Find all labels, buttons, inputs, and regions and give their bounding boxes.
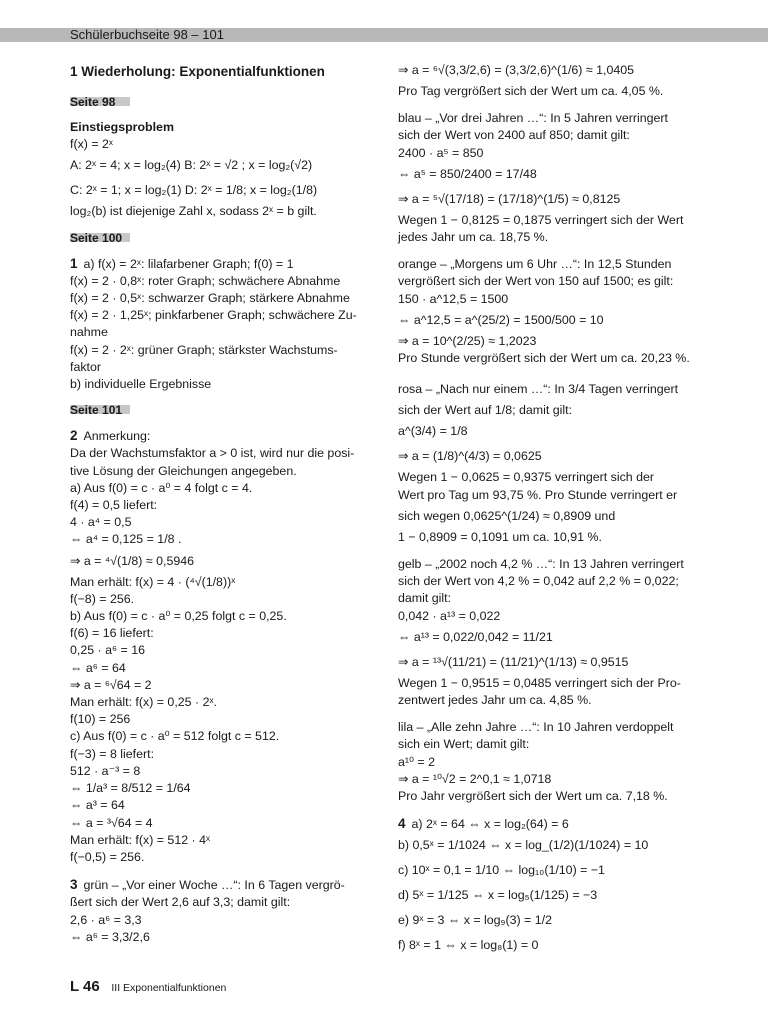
exercise-3-line [70, 876, 370, 894]
text-line: 4 · a⁴ = 0,5 [70, 515, 132, 530]
exercise-number: 3 [70, 877, 78, 893]
text-line: Pro Tag vergrößert sich der Wert um ca. 4,05 %. [398, 84, 664, 98]
text-line: Man erhält: f(x) = 0,25 · 2ˣ. [70, 695, 217, 710]
text-line: Wert pro Tag um 93,75 %. Pro Stunde verringert er [398, 487, 678, 502]
text-line: c) Aus f(0) = c · a⁰ = 512 folgt c = 512. [70, 729, 280, 744]
text-line: sich ein Wert; damit gilt: [398, 737, 530, 752]
section-label: Seite 98 [70, 95, 116, 109]
header-bar [0, 28, 768, 42]
text-line: damit gilt: [398, 591, 452, 606]
text-line: 2400 · a⁵ = 850 [398, 145, 484, 160]
text-line: f(x) = 2 · 0,8ˣ: roter Graph; schwächere Abnahme [70, 273, 341, 288]
text-line: faktor [70, 359, 101, 374]
text-line: sich der Wert auf 1/8; damit gilt: [398, 403, 573, 418]
text-line: a) 2ˣ = 64 ⇔ x = log₂(64) = 6 [411, 817, 569, 832]
text-line: 2,6 · a⁶ = 3,3 [70, 912, 142, 927]
text-line: Wegen 1 − 0,8125 = 0,1875 verringert sich der Wert [398, 212, 684, 227]
text-line: sich der Wert von 2400 auf 850; damit gilt: [398, 128, 630, 143]
text-line: f(x) = 2 · 2ˣ: grüner Graph; stärkster Wachstums- [70, 342, 338, 357]
text-line: ⇔ 1/a³ = 8/512 = 1/64 [70, 781, 191, 796]
text-line: C: 2ˣ = 1; x = log₂(1) D: 2ˣ = 1/8; x = log₂(1/8) [70, 183, 318, 198]
text-line: Pro Stunde vergrößert sich der Wert um ca. 20,23 %. [398, 351, 690, 366]
text-line: 1 − 0,8909 = 0,1091 um ca. 10,91 %. [398, 529, 602, 544]
lila-heading: lila – „Alle zehn Jahre …“: In 10 Jahren verdoppelt [398, 720, 674, 735]
text-line: 150 · a^12,5 = 1500 [398, 291, 509, 306]
text-line: ⇒ a = ⁵√(17/18) = (17/18)^(1/5) ≈ 0,8125 [398, 191, 621, 206]
text-line: a^(3/4) = 1/8 [398, 424, 468, 439]
text-line: grün – „Vor einer Woche …“: In 6 Tagen vergrö- [83, 878, 345, 893]
page-header-title: Schülerbuchseite 98 – 101 [70, 28, 230, 42]
chapter-title: 1 Wiederholung: Exponentialfunktionen [70, 64, 325, 79]
text-line: ⇔ a^12,5 = a^(25/2) = 1500/500 = 10 [398, 312, 604, 327]
exercise-1-line [70, 255, 370, 273]
text-line: b) Aus f(0) = c · a⁰ = 0,25 folgt c = 0,25. [70, 609, 287, 624]
section-header-seite-100 [70, 229, 370, 243]
text-line: b) 0,5ˣ = 1/1024 ⇔ x = log_(1/2)(1/1024) = 10 [398, 838, 649, 853]
text-line: Pro Jahr vergrößert sich der Wert um ca. 7,18 %. [398, 789, 668, 804]
text-line: log₂(b) ist diejenige Zahl x, sodass 2ˣ = b gilt. [70, 204, 317, 219]
text-line: ⇒ a = ¹⁰√2 = 2^0,1 ≈ 1,0718 [398, 771, 552, 786]
text-line: f(x) = 2 · 1,25ˣ; pinkfarbener Graph; schwächere Zu- [70, 308, 357, 323]
text-line: b) individuelle Ergebnisse [70, 377, 212, 392]
text-line: zentwert jedes Jahr um ca. 4,85 %. [398, 693, 592, 708]
section-header-seite-98 [70, 93, 370, 107]
page-footer [70, 978, 226, 995]
text-line: ⇔ a³ = 64 [70, 798, 125, 813]
text-line: ⇔ a = ³√64 = 4 [70, 815, 153, 830]
text-line: sich der Wert von 4,2 % = 0,042 auf 2,2 % = 0,022; [398, 574, 679, 589]
text-line: ⇒ a = 10^(2/25) ≈ 1,2023 [398, 333, 537, 348]
text-line: ⇒ a = ¹³√(11/21) = (11/21)^(1/13) ≈ 0,9515 [398, 654, 629, 669]
text-line: ⇔ a¹³ = 0,022/0,042 = 11/21 [398, 629, 553, 644]
text-line: ⇔ a⁶ = 64 [70, 660, 126, 675]
text-line: ⇒ a = (1/8)^(4/3) = 0,0625 [398, 449, 542, 464]
text-line: Wegen 1 − 0,0625 = 0,9375 verringert sich der [398, 470, 655, 485]
text-line: ⇒ a = ⁶√64 = 2 [70, 677, 152, 692]
text-line: e) 9ˣ = 3 ⇔ x = log₉(3) = 1/2 [398, 913, 552, 928]
text-line: ⇔ a⁴ = 0,125 = 1/8 . [70, 532, 182, 547]
text-line: f) 8ˣ = 1 ⇔ x = log₈(1) = 0 [398, 938, 539, 953]
text-line: a) Aus f(0) = c · a⁰ = 4 folgt c = 4. [70, 480, 253, 495]
text-line: c) 10ˣ = 0,1 = 1/10 ⇔ log₁₀(1/10) = −1 [398, 863, 605, 878]
orange-heading: orange – „Morgens um 6 Uhr …“: In 12,5 Stunden [398, 257, 672, 272]
exercise-number: 4 [398, 816, 406, 832]
right-column [398, 58, 703, 958]
footer-chapter: III Exponentialfunktionen [111, 982, 227, 994]
text-line: ⇔ a⁵ = 850/2400 = 17/48 [398, 166, 537, 181]
section-label: Seite 100 [70, 230, 123, 245]
text-line: ⇔ a⁶ = 3,3/2,6 [70, 929, 150, 944]
text-line: f(−8) = 256. [70, 591, 135, 606]
text-line: ⇒ a = ⁴√(1/8) ≈ 0,5946 [70, 553, 195, 568]
text-line: f(−0,5) = 256. [70, 849, 145, 864]
text-line: d) 5ˣ = 1/125 ⇔ x = log₅(1/125) = −3 [398, 888, 598, 903]
text-line: vergrößert sich der Wert von 150 auf 1500; es gilt: [398, 274, 674, 289]
text-line: a) f(x) = 2ˣ: lilafarbener Graph; f(0) = 1 [83, 256, 294, 271]
rosa-heading: rosa – „Nach nur einem …“: In 3/4 Tagen verringert [398, 382, 679, 397]
exercise-number: 1 [70, 255, 78, 271]
blau-heading: blau – „Vor drei Jahren …“: In 5 Jahren verringert [398, 111, 668, 126]
text-line: f(x) = 2 · 0,5ˣ: schwarzer Graph; stärkere Abnahme [70, 291, 350, 306]
text-line: Man erhält: f(x) = 4 · (⁴√(1/8))ˣ [70, 574, 236, 589]
section-label: Seite 101 [70, 403, 123, 418]
einstiegsproblem-heading: Einstiegsproblem [70, 120, 174, 134]
text-line: Da der Wachstumsfaktor a > 0 ist, wird nur die posi- [70, 446, 355, 461]
text-line: f(x) = 2ˣ [70, 137, 113, 152]
text-line: A: 2ˣ = 4; x = log₂(4) B: 2ˣ = √2 ; x = log₂(√2) [70, 158, 313, 173]
page-number: L 46 [70, 978, 100, 995]
text-line: Wegen 1 − 0,9515 = 0,0485 verringert sich der Pro- [398, 675, 681, 690]
text-line: Anmerkung: [83, 429, 151, 444]
exercise-4-line [398, 815, 703, 833]
text-line: 0,25 · a⁶ = 16 [70, 643, 146, 658]
section-header-seite-101 [70, 401, 370, 418]
text-line: ßert sich der Wert 2,6 auf 3,3; damit gilt: [70, 895, 291, 910]
exercise-number: 2 [70, 428, 78, 444]
text-line: sich wegen 0,0625^(1/24) ≈ 0,8909 und [398, 508, 616, 523]
text-line: f(10) = 256 [70, 712, 131, 727]
text-line: 0,042 · a¹³ = 0,022 [398, 608, 501, 623]
text-line: tive Lösung der Gleichungen angegeben. [70, 463, 297, 478]
gelb-heading: gelb – „2002 noch 4,2 % …“: In 13 Jahren verringert [398, 557, 684, 572]
exercise-2-line [70, 427, 370, 445]
text-line: a¹⁰ = 2 [398, 754, 435, 769]
text-line: 512 · a⁻³ = 8 [70, 763, 141, 778]
left-column [70, 58, 370, 946]
text-line: jedes Jahr um ca. 18,75 %. [398, 230, 549, 245]
text-line: Man erhält: f(x) = 512 · 4ˣ [70, 832, 211, 847]
text-line: nahme [70, 325, 108, 340]
text-line: f(6) = 16 liefert: [70, 626, 154, 641]
text-line: f(−3) = 8 liefert: [70, 746, 155, 761]
text-line: f(4) = 0,5 liefert: [70, 498, 158, 513]
text-line: ⇒ a = ⁶√(3,3/2,6) = (3,3/2,6)^(1/6) ≈ 1,0405 [398, 63, 635, 77]
